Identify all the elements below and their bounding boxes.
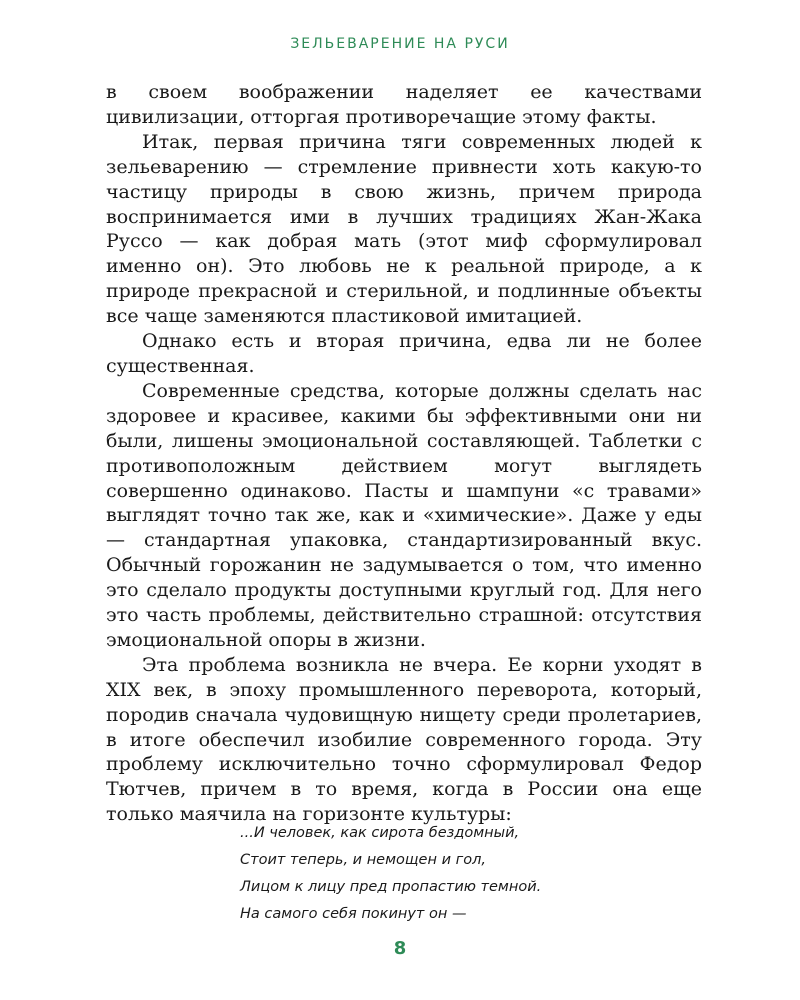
verse-line: ...И человек, как сирота бездомный, [240, 825, 520, 841]
paragraph-modern-remedies: Современные средства, которые должны сделать нас здоровее и красивее, какими бы эффективными они ни были, лишены эмоциональной составляющей. Таблетки с противоположным действием могут выглядеть совершенно одинаково. Пасты и шампуни «с травами» выглядят точно так же, как и «химические». Даже у еды — стандартная упаковка, стандартизированный вкус. Обычный горожанин не задумывается о том, что именно это сделало продукты доступными круглый год. Для него это часть проблемы, действительно страшной: отсутствия эмоциональной опоры в жизни. [106, 379, 702, 651]
paragraph-second-reason: Однако есть и вторая причина, едва ли не более существенная. [106, 330, 702, 377]
running-title: ЗЕЛЬЕВАРЕНИЕ НА РУСИ [290, 36, 510, 52]
paragraph-first-reason: Итак, первая причина тяги современных людей к зельеварению — стремление привнести хоть какую-то частицу природы в свою жизнь, причем природа воспринимается ими в лучших традициях Жан-Жака Руссо — как добрая мать (этот миф сформулировал именно он). Это любовь не к реальной природе, а к природе прекрасной и стерильной, и подлинные объекты все чаще заменяются пластиковой имитацией. [106, 130, 702, 328]
verse-line: На самого себя покинут он — [240, 906, 467, 922]
poem-quote [240, 820, 541, 928]
paragraph-problem-origins: Эта проблема возникла не вчера. Ее корни уходят в XIX век, в эпоху промышленного переворота, который, породив сначала чудовищную нищету среди пролетариев, в итоге обеспечил изобилие современного города. Эту проблему исключительно точно сформулировал Федор Тютчев, причем в то время, когда в России она еще только маячила на горизонте культуры: [106, 653, 702, 826]
verse-line: Стоит теперь, и немощен и гол, [240, 852, 486, 868]
paragraph-continuation: в своем воображении наделяет ее качествами цивилизации, отторгая противоречащие этому факты. [106, 81, 702, 128]
verse-line: Лицом к лицу пред пропастию темной. [240, 879, 542, 895]
page-number: 8 [393, 938, 407, 959]
main-text [106, 80, 702, 827]
